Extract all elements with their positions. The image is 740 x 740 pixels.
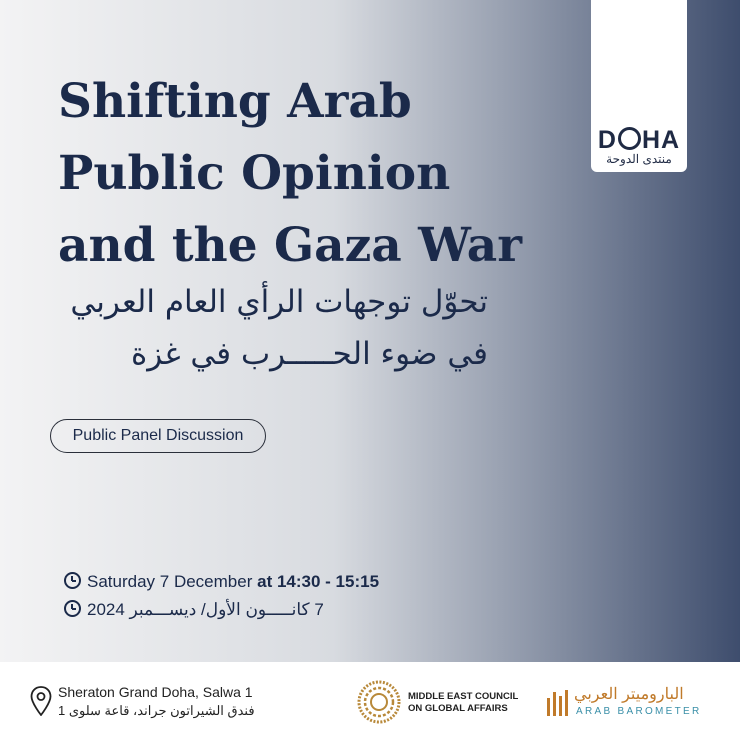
clock-icon bbox=[64, 572, 81, 589]
title-line-2: Public Opinion bbox=[58, 146, 451, 201]
footer bbox=[0, 662, 740, 740]
venue-ar: فندق الشيراتون جراند، قاعة سلوى 1 bbox=[58, 703, 255, 718]
arab-barometer-bars-icon bbox=[546, 690, 570, 716]
event-title-arabic bbox=[58, 276, 488, 380]
arab-barometer-arabic: الباروميتر العربي bbox=[574, 686, 684, 703]
doha-logo-wordmark: D HA bbox=[597, 126, 681, 154]
mecga-name: MIDDLE EAST COUNCIL ON GLOBAL AFFAIRS bbox=[408, 691, 519, 714]
location-pin-icon bbox=[30, 686, 52, 716]
mecga-emblem-icon bbox=[357, 680, 401, 724]
title-line-1: Shifting Arab bbox=[58, 74, 412, 129]
event-title bbox=[58, 66, 618, 282]
doha-logo-arabic: منتدى الدوحة bbox=[606, 152, 672, 166]
title-ar-line-2: في ضوء الحـــــرب في غزة bbox=[131, 336, 488, 372]
event-date-en: Saturday 7 December at 14:30 - 15:15 bbox=[64, 572, 379, 592]
event-type-badge: Public Panel Discussion bbox=[50, 419, 266, 453]
event-date-ar: 7 كانـــــون الأول/ ديســـمبر 2024 bbox=[64, 600, 324, 620]
arab-barometer-name: ARAB BAROMETER bbox=[576, 706, 702, 717]
clock-icon bbox=[64, 600, 81, 617]
title-line-3: and the Gaza War bbox=[58, 218, 523, 273]
venue-en: Sheraton Grand Doha, Salwa 1 bbox=[58, 684, 253, 700]
title-ar-line-1: تحوّل توجهات الرأي العام العربي bbox=[70, 284, 488, 320]
